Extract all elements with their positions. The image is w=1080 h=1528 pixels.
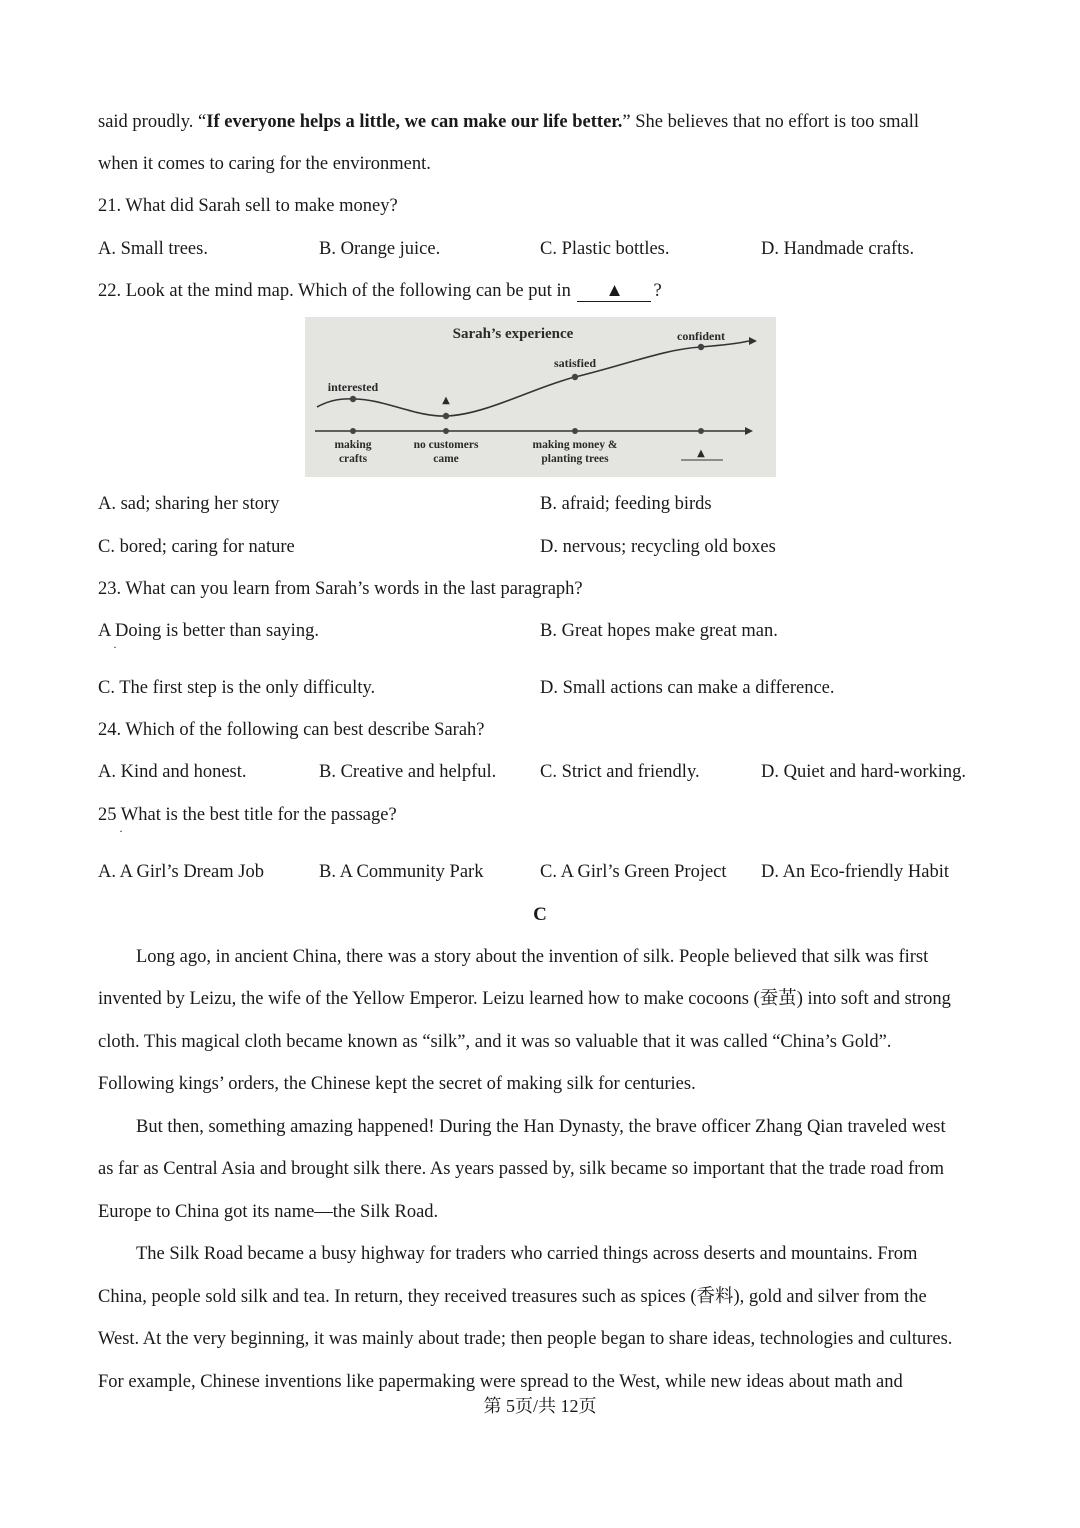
event-label: came (433, 453, 459, 465)
passage-line: Europe to China got its name—the Silk Road. (98, 1202, 439, 1222)
timeline-point (443, 428, 449, 434)
passage-line: as far as Central Asia and brought silk there. As years passed by, silk became so important that the trade road from (98, 1159, 944, 1179)
timeline-point (698, 428, 704, 434)
feeling-curve (317, 341, 749, 416)
section-heading: C (533, 904, 547, 925)
question-25-stem: 25 What is the best title for the passage? (98, 805, 397, 825)
q23-option-a[interactable]: A Doing is better than saying. (98, 621, 319, 641)
timeline-point (350, 428, 356, 434)
mind-map-svg (305, 317, 776, 477)
passage-line: Long ago, in ancient China, there was a story about the invention of silk. People believed that silk was first (136, 947, 929, 967)
question-22-stem (98, 279, 662, 303)
passage-line: China, people sold silk and tea. In return, they received treasures such as spices (香料), gold and silver from the (98, 1287, 927, 1307)
mind-map-title: Sarah’s experience (452, 326, 574, 342)
text-run: 22. Look at the mind map. Which of the following can be put in (98, 281, 571, 301)
feeling-label: confident (677, 329, 725, 343)
q25-option-d[interactable]: D. An Eco-friendly Habit (761, 862, 950, 882)
q25-option-a[interactable]: A. A Girl’s Dream Job (98, 862, 264, 882)
passage-line (98, 110, 919, 134)
q23-option-d[interactable]: D. Small actions can make a difference. (540, 678, 835, 698)
stray-dot: · (113, 640, 117, 654)
q21-option-a[interactable]: A. Small trees. (98, 239, 208, 259)
page-number: 第 5页/共 12页 (483, 1396, 597, 1416)
q22-option-b[interactable]: B. afraid; feeding birds (540, 494, 712, 514)
q24-option-b[interactable]: B. Creative and helpful. (319, 762, 497, 782)
q24-option-c[interactable]: C. Strict and friendly. (540, 762, 700, 782)
feeling-label: interested (327, 380, 379, 394)
q25-option-c[interactable]: C. A Girl’s Green Project (540, 862, 727, 882)
q22-option-c[interactable]: C. bored; caring for nature (98, 537, 295, 557)
passage-line: The Silk Road became a busy highway for traders who carried things across deserts and mountains. From (136, 1244, 918, 1264)
mind-map-figure (305, 317, 776, 477)
question-21-stem: 21. What did Sarah sell to make money? (98, 196, 398, 216)
event-label: making (334, 439, 372, 451)
q23-option-b[interactable]: B. Great hopes make great man. (540, 621, 778, 641)
passage-line: West. At the very beginning, it was mainly about trade; then people began to share ideas, technologies and cultures. (98, 1329, 953, 1349)
q25-option-b[interactable]: B. A Community Park (319, 862, 484, 882)
q22-option-a[interactable]: A. sad; sharing her story (98, 494, 280, 514)
curve-point (443, 413, 449, 419)
q24-option-a[interactable]: A. Kind and honest. (98, 762, 247, 782)
question-24-stem: 24. Which of the following can best describe Sarah? (98, 720, 485, 740)
event-label: no customers (413, 439, 479, 451)
q21-option-c[interactable]: C. Plastic bottles. (540, 239, 670, 259)
q21-option-d[interactable]: D. Handmade crafts. (761, 239, 915, 259)
passage-line: cloth. This magical cloth became known as “silk”, and it was so valuable that it was called “China’s Gold”. (98, 1032, 892, 1052)
q23-option-c[interactable]: C. The first step is the only difficulty. (98, 678, 376, 698)
answer-blank: ▲ (577, 281, 651, 302)
event-label: planting trees (541, 453, 609, 465)
event-label: crafts (338, 453, 368, 465)
feeling-label: satisfied (554, 356, 596, 370)
passage-line: when it comes to caring for the environment. (98, 154, 431, 174)
event-blank-mark: ▲ (697, 448, 705, 459)
q24-option-d[interactable]: D. Quiet and hard-working. (761, 762, 966, 782)
passage-line: invented by Leizu, the wife of the Yellow Emperor. Leizu learned how to make cocoons (蚕茧) into soft and strong (98, 989, 951, 1009)
timeline-point (572, 428, 578, 434)
q22-option-d[interactable]: D. nervous; recycling old boxes (540, 537, 776, 557)
question-23-stem: 23. What can you learn from Sarah’s words in the last paragraph? (98, 579, 583, 599)
passage-line: But then, something amazing happened! During the Han Dynasty, the brave officer Zhang Qian traveled west (136, 1117, 946, 1137)
q21-option-b[interactable]: B. Orange juice. (319, 239, 441, 259)
curve-arrowhead (749, 337, 757, 345)
timeline-arrowhead (745, 427, 753, 435)
curve-point (698, 344, 704, 350)
curve-point (350, 396, 356, 402)
passage-line: For example, Chinese inventions like papermaking were spread to the West, while new ideas about math and (98, 1372, 903, 1392)
text-run: ? (653, 281, 662, 301)
text-run: ” She believes that no effort is too small (622, 112, 920, 132)
event-label: making money & (532, 439, 618, 451)
text-run: said proudly. “ (98, 112, 207, 132)
bold-quote: If everyone helps a little, we can make our life better. (206, 112, 623, 132)
curve-point (572, 374, 578, 380)
passage-line: Following kings’ orders, the Chinese kept the secret of making silk for centuries. (98, 1074, 696, 1094)
stray-dot: · (119, 824, 123, 838)
feeling-blank-mark: ▲ (442, 395, 450, 406)
